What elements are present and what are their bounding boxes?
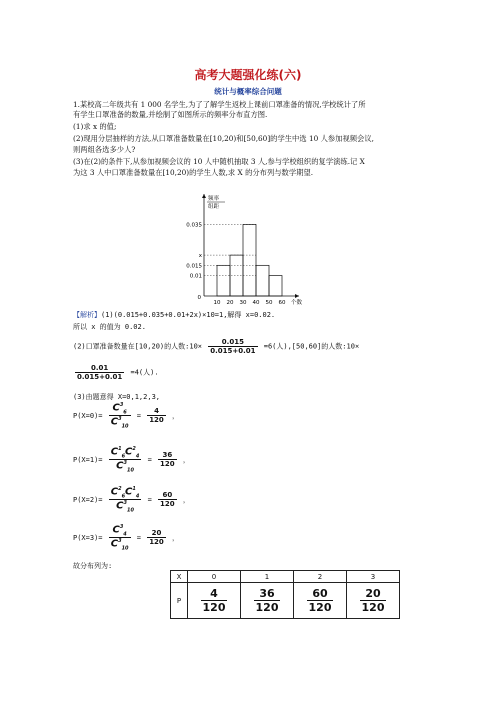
x-axis-arrow: [295, 294, 299, 298]
fraction-denominator: 0.015+0.01: [210, 347, 256, 355]
table-header-x: X: [171, 571, 188, 583]
probability-value: [158, 491, 177, 508]
fraction-numerator: 0.01: [75, 364, 124, 373]
comb-numerator: $C^1_6C^2_4$: [110, 446, 140, 460]
histogram-bar: [269, 276, 282, 296]
x-tick-label: 10: [213, 300, 221, 306]
table-cell-p3: $\frac{20}{120}$: [347, 583, 400, 619]
question-line-2: 有学生口罩准备的数量,并绘制了如图所示的频率分布直方图.: [73, 110, 268, 119]
comb-numerator: $C^3_6$: [109, 402, 131, 416]
solution-part-2-pre: (2)口罩准备数量在[10,20)的人数:10×: [73, 342, 203, 351]
origin-label: 0: [197, 295, 201, 301]
probability-value: [147, 529, 166, 546]
table-cell-x1: 1: [241, 571, 294, 583]
probability-x0: P(X=0)= $\frac{C^3_6}{C^3_{10}}$ = $\frac{4}{120}$ ，: [73, 402, 180, 430]
table-cell-p1: $\frac{36}{120}$: [241, 583, 294, 619]
solution-part-2b: [73, 364, 159, 381]
y-axis-label-top: 频率: [208, 196, 220, 202]
table-cell-p0: $\frac{4}{120}$: [188, 583, 241, 619]
fraction-denominator: 0.015+0.01: [77, 373, 123, 381]
table-header-p: P: [171, 583, 188, 619]
comb-denominator: $C^3_{10}$: [116, 460, 134, 474]
value-denominator: 120: [149, 538, 164, 547]
comb-numerator: $C^2_6C^1_4$: [110, 486, 140, 500]
value-denominator: 120: [160, 500, 175, 509]
comb-denominator: $C^3_{10}$: [110, 538, 129, 552]
x-axis-label: 个数: [291, 300, 303, 306]
solution-tag: 【解析】: [73, 311, 101, 319]
comb-denominator: $C^3_{10}$: [116, 500, 134, 514]
value-denominator: 120: [160, 460, 175, 469]
y-tick-label: 0.035: [186, 222, 202, 229]
frequency-histogram: [168, 190, 328, 310]
y-axis-arrow: [202, 194, 206, 198]
probability-x3: P(X=3)= $\frac{C^3_4}{C^3_{10}}$ = $\frac{20}{120}$ ，: [73, 524, 180, 552]
probability-x2-label: P(X=2)=: [73, 495, 103, 504]
distribution-table: [170, 570, 400, 619]
table-row-x: [171, 571, 400, 583]
histogram-bar: [243, 224, 256, 296]
question-part-3b: 为这 3 人中口罩准备数量在[10,20)的学生人数,求 X 的分布列与数学期望.: [73, 168, 314, 177]
comma: ，: [182, 455, 190, 464]
x-tick-label: 20: [226, 300, 234, 306]
value-numerator: 36: [158, 451, 177, 460]
combination-fraction: [109, 446, 142, 474]
solution-part-1-conclusion: 所以 x 的值为 0.02.: [73, 323, 146, 331]
combination-fraction: [109, 486, 142, 514]
solution-part-2: [73, 338, 359, 355]
probability-value: [147, 407, 166, 424]
probability-x3-label: P(X=3)=: [73, 533, 103, 542]
probability-x1: P(X=1)= $\frac{C^1_6C^2_4}{C^3_{10}}$ = $\frac{36}{120}$ ，: [73, 446, 190, 474]
question-line-1: 1.某校高二年级共有 1 000 名学生,为了了解学生返校上课前口罩准备的情况,学校统计了所: [73, 100, 366, 109]
x-tick-label: 40: [252, 300, 260, 306]
histogram-bar: [217, 265, 230, 296]
table-cell-x2: 2: [294, 571, 347, 583]
question-part-2b: 则两组各选多少人?: [73, 145, 136, 154]
table-cell-x3: 3: [347, 571, 400, 583]
question-part-3a: (3)在(2)的条件下,从参加视频会议的 10 人中随机抽取 3 人,参与学校组织的复学演练.记 X: [73, 157, 365, 166]
comb-numerator: $C^3_4$: [109, 524, 131, 538]
probability-value: [158, 451, 177, 468]
y-tick-label: 0.015: [186, 263, 202, 270]
table-cell-x0: 0: [188, 571, 241, 583]
solution-part-2-mid: =6(人),[50,60]的人数:10×: [263, 342, 360, 351]
x-tick-label: 50: [265, 300, 273, 306]
combination-fraction: [109, 524, 131, 552]
table-cell-p2: $\frac{60}{120}$: [294, 583, 347, 619]
solution-part-2b-post: =4(人).: [130, 368, 159, 377]
solution-part-3: (3)由题意得 X=0,1,2,3,: [73, 393, 161, 401]
histogram-bar: [256, 265, 269, 296]
probability-x1-label: P(X=1)=: [73, 455, 103, 464]
value-numerator: 20: [147, 529, 166, 538]
value-denominator: 120: [149, 416, 164, 425]
page-title: 高考大题强化练(六): [194, 68, 302, 82]
fraction-numerator: 0.015: [208, 338, 257, 347]
value-numerator: 60: [158, 491, 177, 500]
y-tick-label: 0.01: [189, 273, 202, 280]
comb-denominator: $C^3_{10}$: [110, 416, 129, 430]
probability-x0-label: P(X=0)=: [73, 411, 103, 420]
probability-x2: P(X=2)= $\frac{C^2_6C^1_4}{C^3_{10}}$ = $\frac{60}{120}$ ，: [73, 486, 190, 514]
page-subtitle: 统计与概率综合问题: [214, 87, 282, 96]
fraction-group2-share: [75, 364, 124, 381]
x-tick-label: 30: [239, 300, 247, 306]
question-part-2a: (2)现用分层抽样的方法,从口罩准备数量在[10,20)和[50,60]的学生中选 10 人参加视频会议,: [73, 134, 374, 143]
solution-part-1-text: (1)(0.015+0.035+0.01+2x)×10=1,解得 x=0.02.: [101, 311, 276, 319]
comma: ，: [182, 495, 190, 504]
x-tick-label: 60: [278, 300, 286, 306]
y-axis-label-bottom: 组距: [208, 204, 220, 210]
table-row-p: [171, 583, 400, 619]
comma: ，: [172, 411, 180, 420]
combination-fraction: [109, 402, 131, 430]
comma: ，: [172, 533, 180, 542]
solution-part-1: [73, 310, 275, 320]
value-numerator: 4: [147, 407, 166, 416]
distribution-intro: 故分布列为:: [73, 562, 113, 570]
question-part-1: (1)求 x 的值;: [73, 122, 117, 131]
fraction-group1-share: [208, 338, 257, 355]
y-tick-label: x: [198, 253, 202, 260]
